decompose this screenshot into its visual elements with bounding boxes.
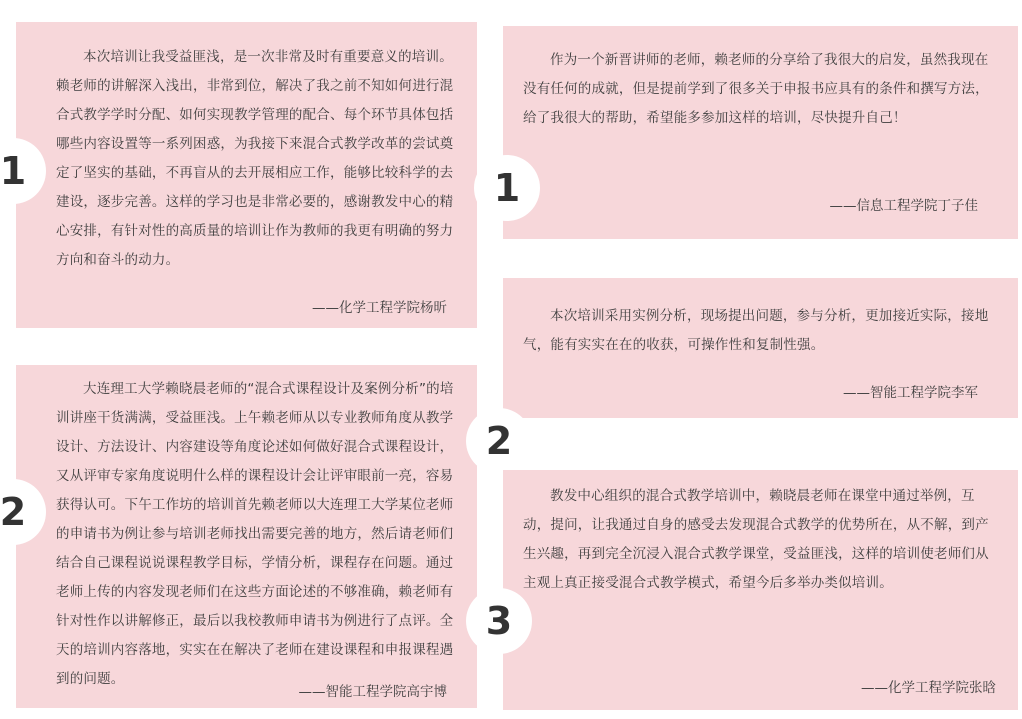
testimonial-card-4 — [503, 278, 1018, 418]
testimonial-author: ——化学工程学院张晗 — [861, 680, 996, 696]
testimonial-author: ——信息工程学院丁子佳 — [829, 198, 978, 214]
testimonial-card-2 — [16, 365, 477, 708]
testimonial-text: 教发中心组织的混合式教学培训中，赖晓晨老师在课堂中通过举例，互动，提问，让我通过自身的感受去发现混合式教学的优势所在，从不解，到产生兴趣，再到完全沉浸入混合式教学课堂，受益匪浅，这样的培训使老师们从主观上真正接受混合式教学模式，希望今后多举办类似培训。 — [523, 488, 989, 591]
testimonial-card-1 — [16, 22, 477, 328]
number-badge: 2 — [0, 479, 46, 545]
number-badge: 3 — [466, 588, 532, 654]
testimonial-card-3 — [503, 26, 1018, 239]
testimonial-card-5 — [503, 470, 1018, 710]
testimonial-author: ——化学工程学院杨昕 — [312, 300, 447, 316]
number-badge: 1 — [474, 155, 540, 221]
testimonial-text: 大连理工大学赖晓晨老师的“混合式课程设计及案例分析”的培训讲座干货满满，受益匪浅。上午赖老师从以专业教师角度从教学设计、方法设计、内容建设等角度论述如何做好混合式课程设计，又从评审专家角度说明什么样的课程设计会让评审眼前一亮，容易获得认可。下午工作坊的培训首先赖老师以大连理工大学某位老师的申请书为例让参与培训老师找出需要完善的地方，然后请老师们结合自己课程说说课程教学目标，学情分析，课程存在问题。通过老师上传的内容发现老师们在这些方面论述的不够准确，赖老师有针对性作以讲解修正，最后以我校教师申请书为例进行了点评。全天的培训内容落地，实实在在解决了老师在建设课程和申报课程遇到的问题。 — [56, 381, 454, 687]
testimonial-text: 作为一个新晋讲师的老师，赖老师的分享给了我很大的启发，虽然我现在没有任何的成就，但是提前学到了很多关于申报书应具有的条件和撰写方法，给了我很大的帮助，希望能多参加这样的培训，尽快提升自己！ — [523, 52, 989, 126]
testimonial-text: 本次培训让我受益匪浅，是一次非常及时有重要意义的培训。赖老师的讲解深入浅出，非常到位，解决了我之前不知如何进行混合式教学学时分配、如何实现教学管理的配合、每个环节具体包括哪些内容设置等一系列困惑，为我接下来混合式教学改革的尝试奠定了坚实的基础，不再盲从的去开展相应工作，能够比较科学的去建设，逐步完善。这样的学习也是非常必要的，感谢教发中心的精心安排，有针对性的高质量的培训让作为教师的我更有明确的努力方向和奋斗的动力。 — [56, 49, 454, 268]
testimonial-text: 本次培训采用实例分析，现场提出问题，参与分析，更加接近实际，接地气，能有实实在在的收获，可操作性和复制性强。 — [523, 308, 989, 353]
testimonial-author: ——智能工程学院高宇博 — [298, 684, 447, 700]
number-badge: 2 — [466, 408, 532, 474]
number-badge: 1 — [0, 138, 46, 204]
testimonial-author: ——智能工程学院李军 — [843, 385, 978, 401]
